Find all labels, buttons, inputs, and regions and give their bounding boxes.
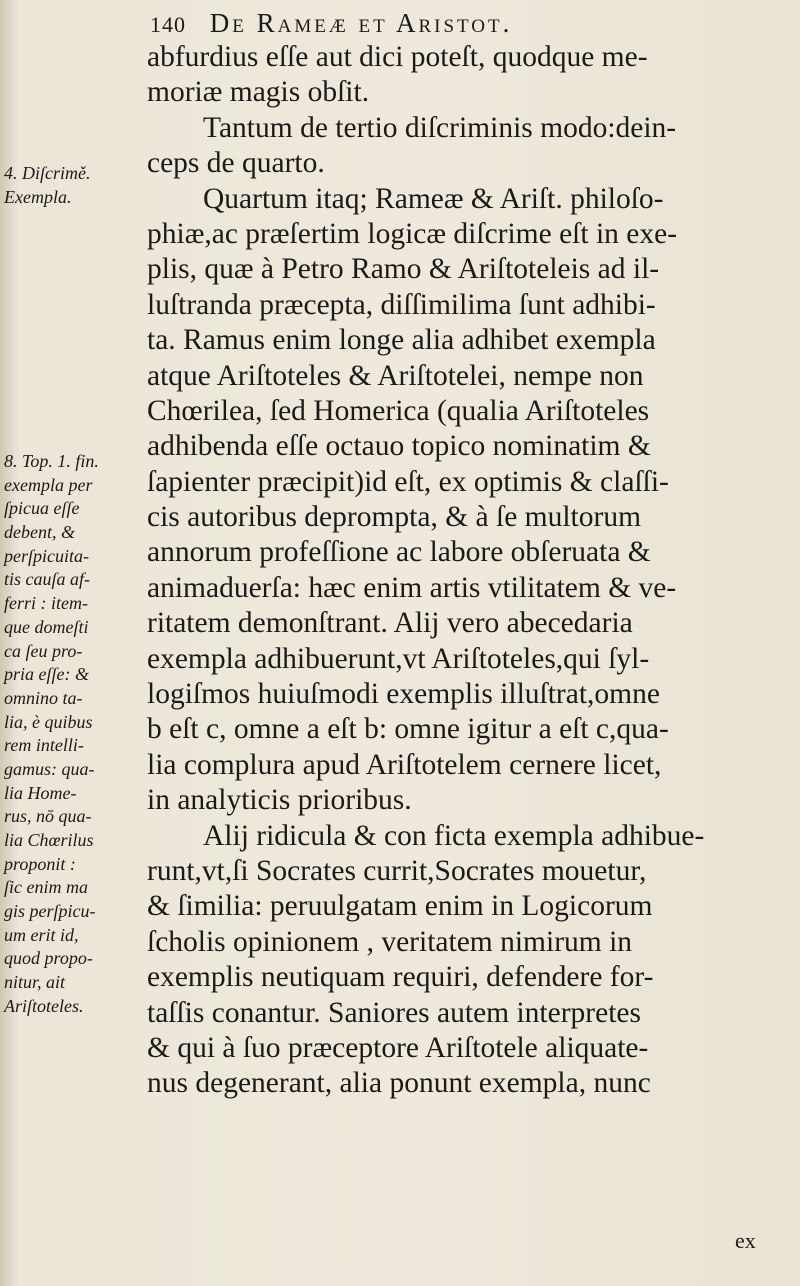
text-line: taſſis conantur. Saniores autem interpretes	[147, 996, 641, 1029]
margin-note-line: perſpicuita-	[4, 545, 89, 566]
text-line: logiſmos huiuſmodi exemplis illuſtrat,omne	[147, 678, 660, 711]
margin-note-line: lia Home-	[4, 782, 77, 803]
running-title: De Rameæ et Aristot.	[209, 8, 513, 38]
catchword: ex	[735, 1228, 756, 1253]
margin-note-line: nitur, ait	[4, 972, 66, 993]
margin-note-line: debent, &	[4, 522, 75, 543]
margin-note-line: Exempla.	[4, 186, 72, 207]
text-line: b eſt c, omne a eſt b: omne igitur a eſt c,qua-	[147, 713, 669, 746]
main-text-block	[147, 40, 792, 1102]
running-header	[150, 8, 790, 44]
text-line: cis autoribus deprompta, & à ſe multorum	[147, 501, 642, 534]
text-line: exempla adhibuerunt,vt Ariſtoteles,qui ſyl-	[147, 642, 650, 675]
margin-note-discrimen	[4, 162, 144, 209]
margin-note-line: lia Chœrilus	[4, 830, 94, 850]
margin-note-line: um erit id,	[4, 924, 79, 945]
text-line: atque Ariſtoteles & Ariſtotelei, nempe non	[147, 359, 644, 392]
margin-note-line: ſic enim ma	[4, 877, 88, 898]
margin-note-line: proponit :	[4, 853, 76, 874]
margin-note-line: lia, è quibus	[4, 711, 93, 732]
text-line: in analyticis prioribus.	[147, 784, 412, 817]
text-line: runt,vt,ſi Socrates currit,Socrates mouetur,	[147, 854, 647, 887]
text-line: nus degenerant, alia ponunt exempla, nunc	[147, 1067, 651, 1100]
margin-note-line: 4. Diſcrimě.	[4, 163, 91, 183]
text-line: lia complura apud Ariſtotelem cernere licet,	[147, 748, 662, 781]
margin-note-line: tis cauſa af-	[4, 569, 90, 590]
margin-note-line: gis perſpicu-	[4, 901, 96, 922]
text-line: phiæ,ac præſertim logicæ diſcrime eſt in exe-	[147, 217, 678, 250]
text-line: Tantum de tertio diſcriminis modo:dein-	[203, 111, 677, 144]
margin-note-line: pria eſſe: &	[4, 664, 89, 685]
margin-note-line: que domeſti	[4, 616, 89, 637]
text-line: & ſimilia: peruulgatam enim in Logicorum	[147, 890, 653, 923]
margin-note-line: ſpicua eſſe	[4, 498, 80, 519]
text-line: moriæ magis obſit.	[147, 76, 370, 109]
text-line: ta. Ramus enim longe alia adhibet exempla	[147, 324, 656, 357]
text-line: & qui à ſuo præceptore Ariſtotele aliquate-	[147, 1031, 649, 1064]
margin-note-line: rem intelli-	[4, 735, 84, 756]
text-line: annorum profeſſione ac labore obſeruata &	[147, 536, 651, 569]
margin-note-line: Ariſtoteles.	[4, 995, 84, 1016]
margin-note-line: 8. Top. 1. fin.	[4, 451, 99, 471]
text-line: animaduerſa: hæc enim artis vtilitatem & ve-	[147, 571, 677, 604]
text-line: Chœrilea, ſed Homerica (qualia Ariſtoteles	[147, 394, 650, 427]
text-line: ſapienter præcipit)id eſt, ex optimis & claſſi-	[147, 465, 669, 498]
margin-note-line: rus, nō qua-	[4, 806, 92, 827]
text-line: Alij ridicula & con ficta exempla adhibue-	[203, 819, 705, 852]
text-line: adhibenda eſſe octauo topico nominatim &	[147, 430, 651, 463]
text-line: plis, quæ à Petro Ramo & Ariſtoteleis ad il-	[147, 253, 660, 286]
margin-note-line: exempla per	[4, 474, 93, 495]
text-line: exemplis neutiquam requiri, defendere for-	[147, 961, 654, 994]
text-line: luſtranda præcepta, diſſimilima ſunt adhibi-	[147, 288, 656, 321]
page-number: 140	[150, 12, 186, 37]
margin-note-line: omnino ta-	[4, 687, 83, 708]
margin-note-line: quod propo-	[4, 948, 93, 969]
text-line: Quartum itaq; Rameæ & Ariſt. philoſo-	[203, 182, 664, 215]
margin-note-line: gamus: qua-	[4, 758, 95, 779]
text-line: ſcholis opinionem , veritatem nimirum in	[147, 925, 633, 958]
margin-note-topica	[4, 450, 144, 1019]
text-line: ritatem demonſtrant. Alij vero abecedaria	[147, 607, 633, 640]
margin-note-line: ferri : item-	[4, 593, 88, 614]
margin-note-line: ca ſeu pro-	[4, 640, 83, 661]
text-line: ceps de quarto.	[147, 147, 325, 180]
text-line: abfurdius eſſe aut dici poteſt, quodque me-	[147, 41, 648, 73]
